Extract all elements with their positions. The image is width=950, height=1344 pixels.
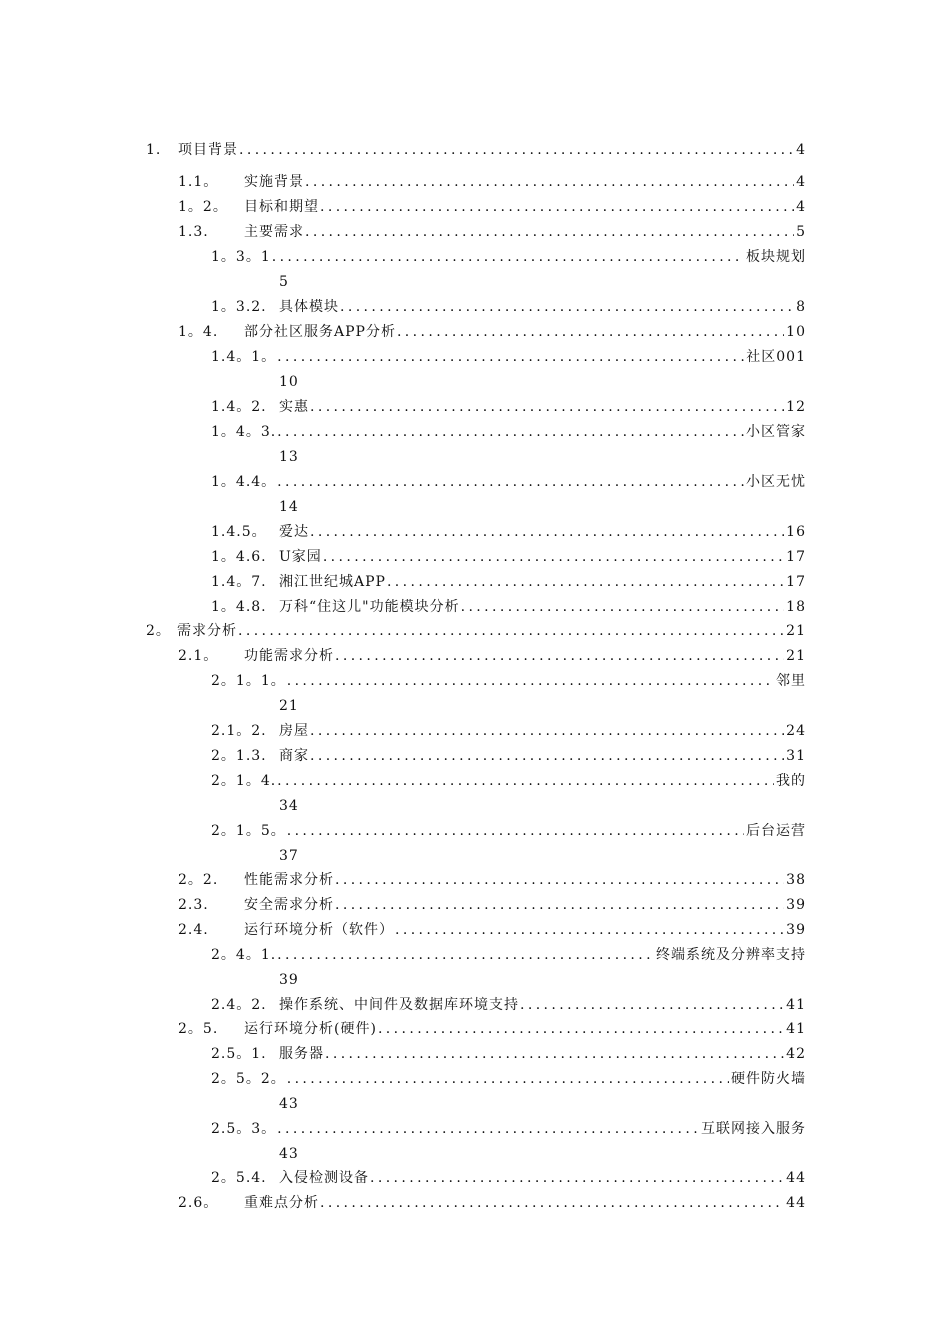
toc-entry-number: 2.1。 xyxy=(178,648,219,664)
toc-entry-title: 具体模块 xyxy=(279,296,340,318)
toc-entry-title: 小区无忧 xyxy=(746,474,806,490)
toc-entry-title: 硬件防火墙 xyxy=(731,1071,806,1087)
toc-entry[interactable] xyxy=(211,745,806,767)
toc-entry-title: 目标和期望 xyxy=(244,196,320,218)
toc-entry-page: 16 xyxy=(786,524,806,540)
dot-leader xyxy=(277,770,774,792)
toc-entry-number: 1。4.6. xyxy=(211,549,267,565)
toc-entry[interactable] xyxy=(211,521,806,543)
dot-leader xyxy=(310,396,784,418)
toc-entry-number: 2。5。2。 xyxy=(211,1068,287,1090)
toc-entry-number: 1.1。 xyxy=(178,174,219,190)
toc-entry-number: 2.4. xyxy=(178,922,209,938)
toc-entry[interactable] xyxy=(211,296,806,318)
toc-entry-page: 8 xyxy=(796,299,806,315)
toc-entry-number: 2。2. xyxy=(178,872,219,888)
toc-entry-title: 房屋 xyxy=(279,720,310,742)
toc-entry-page: 41 xyxy=(786,997,806,1013)
toc-entry-number: 2。 xyxy=(146,623,171,639)
toc-entry-page: 44 xyxy=(786,1195,806,1211)
toc-entry-number: 1。4.8. xyxy=(211,599,267,615)
toc-entry[interactable] xyxy=(211,1068,806,1090)
toc-entry-number: 2.3. xyxy=(178,897,209,913)
toc-entry-title: 小区管家 xyxy=(746,424,806,440)
toc-entry-number: 2。5.4. xyxy=(211,1170,267,1186)
toc-entry-page: 4 xyxy=(796,199,806,215)
dot-leader xyxy=(277,346,744,368)
dot-leader xyxy=(287,820,744,842)
toc-entry-number: 1。4。3. xyxy=(211,421,277,443)
toc-entry[interactable] xyxy=(211,994,806,1016)
toc-entry-number: 2。4。1. xyxy=(211,944,277,966)
toc-entry-page: 44 xyxy=(786,1170,806,1186)
dot-leader xyxy=(277,944,654,966)
toc-entry[interactable] xyxy=(178,869,806,891)
toc-entry-title: 终端系统及分辨率支持 xyxy=(656,947,806,963)
toc-entry-title: 性能需求分析 xyxy=(244,869,335,891)
toc-entry-title: 功能需求分析 xyxy=(244,645,335,667)
toc-entry-title: U家园 xyxy=(279,546,323,568)
toc-entry-page: 13 xyxy=(279,449,299,465)
toc-entry-title: 社区001 xyxy=(746,349,806,365)
dot-leader xyxy=(320,1192,784,1214)
dot-leader xyxy=(310,720,784,742)
dot-leader xyxy=(238,620,784,642)
toc-entry-number: 2.6。 xyxy=(178,1195,219,1211)
dot-leader xyxy=(277,471,744,493)
toc-entry-number: 1.4。1。 xyxy=(211,346,277,368)
toc-entry-title: 操作系统、中间件及数据库环境支持 xyxy=(279,994,520,1016)
dot-leader xyxy=(335,645,784,667)
toc-entry[interactable] xyxy=(211,471,806,493)
toc-entry[interactable] xyxy=(211,346,806,368)
toc-entry-page: 39 xyxy=(786,897,806,913)
toc-entry-title: 我的 xyxy=(776,773,806,789)
toc-entry-number: 2。1。5。 xyxy=(211,820,287,842)
toc-entry-number: 2.5。3。 xyxy=(211,1118,277,1140)
toc-entry-title: 实施背景 xyxy=(244,171,305,193)
toc-entry[interactable] xyxy=(178,1018,806,1040)
toc-entry[interactable] xyxy=(211,421,806,443)
dot-leader xyxy=(395,919,784,941)
toc-entry-number: 1.4。2. xyxy=(211,399,267,415)
toc-entry-title: 重难点分析 xyxy=(244,1192,320,1214)
toc-entry[interactable] xyxy=(211,1043,806,1065)
toc-entry[interactable] xyxy=(211,546,806,568)
toc-entry-page: 21 xyxy=(786,623,806,639)
dot-leader xyxy=(378,1018,784,1040)
toc-entry-title: 运行环境分析(硬件) xyxy=(244,1018,378,1040)
toc-entry[interactable] xyxy=(211,770,806,792)
toc-entry-page: 12 xyxy=(786,399,806,415)
toc-entry[interactable] xyxy=(178,196,806,218)
dot-leader xyxy=(323,546,784,568)
toc-entry-page: 18 xyxy=(786,599,806,615)
dot-leader xyxy=(277,421,744,443)
toc-entry-number: 1.4。7. xyxy=(211,574,267,590)
toc-entry-title: 实惠 xyxy=(279,396,310,418)
toc-entry[interactable] xyxy=(211,571,806,593)
toc-entry[interactable] xyxy=(178,645,806,667)
toc-entry-page: 4 xyxy=(796,142,806,158)
toc-entry-page: 39 xyxy=(786,922,806,938)
toc-entry-number: 1。3.2. xyxy=(211,299,267,315)
toc-entry-page: 10 xyxy=(786,324,806,340)
dot-leader xyxy=(387,571,784,593)
dot-leader xyxy=(239,139,794,161)
toc-entry-number: 1.4.5。 xyxy=(211,524,267,540)
toc-entry-title: 需求分析 xyxy=(177,620,238,642)
dot-leader xyxy=(277,1118,699,1140)
dot-leader xyxy=(340,296,794,318)
toc-entry[interactable] xyxy=(178,171,806,193)
toc-entry-page: 5 xyxy=(796,224,806,240)
toc-entry-number: 2。5. xyxy=(178,1021,219,1037)
toc-entry-number: 2。1。4. xyxy=(211,770,277,792)
toc-entry[interactable] xyxy=(178,919,806,941)
toc-entry-page: 24 xyxy=(786,723,806,739)
dot-leader xyxy=(310,521,784,543)
toc-entry-page: 21 xyxy=(786,648,806,664)
toc-entry-page: 37 xyxy=(279,848,299,864)
toc-entry-page: 41 xyxy=(786,1021,806,1037)
toc-entry[interactable] xyxy=(178,894,806,916)
toc-entry-title: 入侵检测设备 xyxy=(279,1167,370,1189)
toc-entry-number: 1。3。1 xyxy=(211,246,272,268)
toc-entry[interactable] xyxy=(211,944,806,966)
toc-entry[interactable] xyxy=(211,396,806,418)
toc-entry[interactable] xyxy=(211,1167,806,1189)
dot-leader xyxy=(461,596,785,618)
toc-entry[interactable] xyxy=(211,246,806,268)
toc-entry-title: 邻里 xyxy=(776,673,806,689)
dot-leader xyxy=(335,894,784,916)
toc-entry-title: 板块规划 xyxy=(746,249,806,265)
toc-entry[interactable] xyxy=(211,596,806,618)
toc-entry-title: 主要需求 xyxy=(244,221,305,243)
toc-entry-number: 1。4.4。 xyxy=(211,471,277,493)
toc-entry-number: 2.4。2. xyxy=(211,997,267,1013)
toc-entry[interactable] xyxy=(211,670,806,692)
toc-entry-page: 4 xyxy=(796,174,806,190)
toc-entry-page: 14 xyxy=(279,499,299,515)
toc-entry-title: 互联网接入服务 xyxy=(701,1121,806,1137)
toc-entry-page: 17 xyxy=(786,549,806,565)
dot-leader xyxy=(335,869,784,891)
toc-entry-title: 万科“住这儿"功能模块分析 xyxy=(279,596,461,618)
toc-entry-page: 5 xyxy=(279,274,289,290)
toc-entry-title: 部分社区服务APP分析 xyxy=(244,321,397,343)
toc-entry-number: 1. xyxy=(146,142,162,158)
toc-entry[interactable] xyxy=(178,321,806,343)
toc-entry-page: 31 xyxy=(786,748,806,764)
dot-leader xyxy=(520,994,784,1016)
toc-entry-title: 湘江世纪城APP xyxy=(279,571,387,593)
toc-entry-number: 2.1。2. xyxy=(211,723,267,739)
toc-entry-number: 1。2。 xyxy=(178,199,228,215)
toc-entry-page: 39 xyxy=(279,972,299,988)
toc-entry-number: 1。4. xyxy=(178,324,219,340)
toc-entry-title: 商家 xyxy=(279,745,310,767)
toc-entry-title: 运行环境分析（软件） xyxy=(244,919,395,941)
toc-entry[interactable] xyxy=(211,820,806,842)
toc-entry-page: 21 xyxy=(279,698,299,714)
toc-entry-page: 10 xyxy=(279,374,299,390)
dot-leader xyxy=(305,171,794,193)
toc-entry-title: 服务器 xyxy=(279,1043,325,1065)
toc-entry-page: 34 xyxy=(279,798,299,814)
dot-leader xyxy=(320,196,794,218)
toc-entry-title: 后台运营 xyxy=(746,823,806,839)
toc-entry[interactable] xyxy=(178,1192,806,1214)
toc-entry[interactable] xyxy=(146,139,806,161)
toc-entry-number: 2。1.3. xyxy=(211,748,267,764)
dot-leader xyxy=(370,1167,784,1189)
dot-leader xyxy=(272,246,744,268)
toc-entry-page: 38 xyxy=(786,872,806,888)
toc-entry-title: 项目背景 xyxy=(178,139,239,161)
toc-entry-number: 2.5。1. xyxy=(211,1046,267,1062)
toc-entry-page: 43 xyxy=(279,1096,299,1112)
toc-entry-page: 17 xyxy=(786,574,806,590)
toc-entry-page: 43 xyxy=(279,1146,299,1162)
dot-leader xyxy=(305,221,794,243)
toc-entry[interactable] xyxy=(211,1118,806,1140)
toc-entry[interactable] xyxy=(146,620,806,642)
dot-leader xyxy=(310,745,784,767)
dot-leader xyxy=(287,670,774,692)
dot-leader xyxy=(325,1043,784,1065)
dot-leader xyxy=(397,321,784,343)
toc-entry[interactable] xyxy=(211,720,806,742)
toc-entry-number: 1.3. xyxy=(178,224,209,240)
toc-entry-title: 安全需求分析 xyxy=(244,894,335,916)
toc-entry[interactable] xyxy=(178,221,806,243)
toc-entry-page: 42 xyxy=(786,1046,806,1062)
dot-leader xyxy=(287,1068,729,1090)
toc-entry-number: 2。1。1。 xyxy=(211,670,287,692)
toc-entry-title: 爱达 xyxy=(279,521,310,543)
